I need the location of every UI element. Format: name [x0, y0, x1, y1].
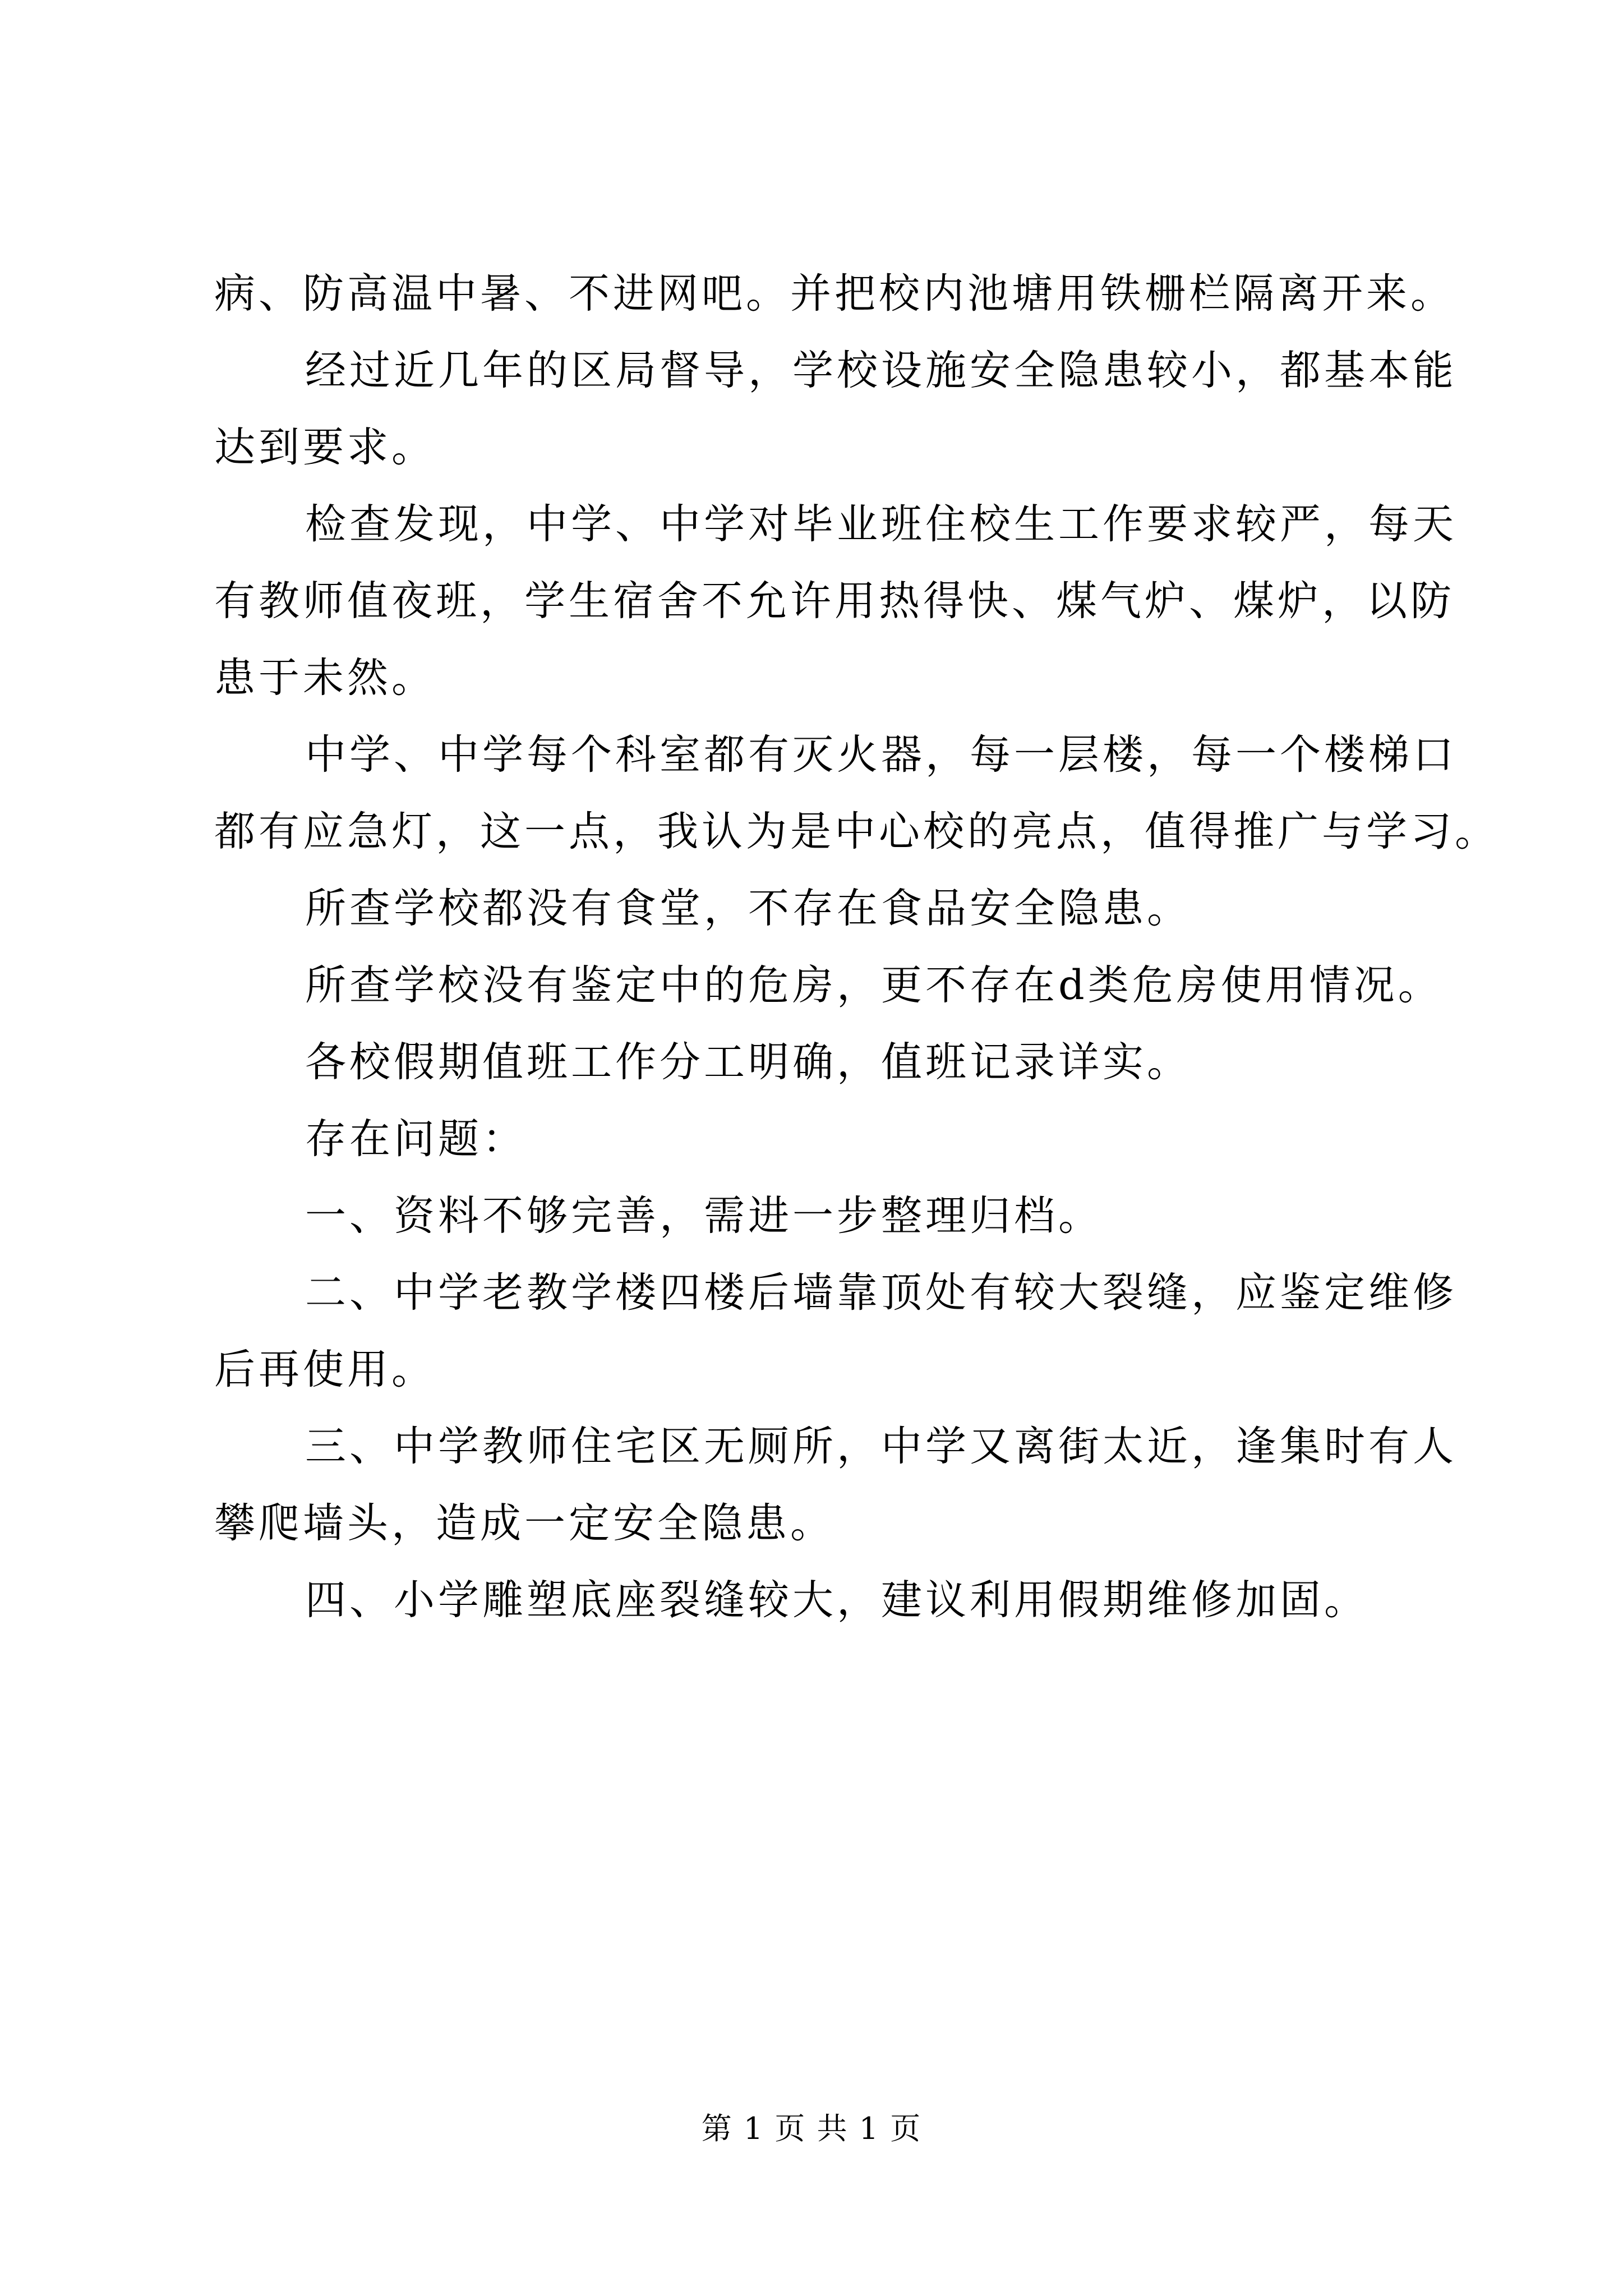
paragraph-inspection-findings — [214, 486, 1457, 716]
paragraph-line: 三、中学教师住宅区无厕所，中学又离街太近，逢集时有人 — [305, 1423, 1457, 1470]
problem-item-4 — [214, 1562, 1426, 1639]
paragraph-line: 都有应急灯，这一点，我认为是中心校的亮点，值得推广与学习。 — [214, 808, 1499, 855]
paragraph-line: 各校假期值班工作分工明确，值班记录详实。 — [305, 1038, 1191, 1086]
problem-item-2 — [214, 1254, 1457, 1408]
paragraph-line: 检查发现，中学、中学对毕业班住校生工作要求较严，每天 — [305, 500, 1457, 548]
paragraph-line: 四、小学雕塑底座裂缝较大，建议利用假期维修加固。 — [305, 1576, 1368, 1624]
paragraph-line: 所查学校没有鉴定中的危房，更不存在d类危房使用情况。 — [305, 961, 1442, 1009]
paragraph-holiday-duty — [214, 1024, 1426, 1101]
paragraph-dangerous-buildings — [214, 947, 1442, 1024]
paragraph-line: 一、资料不够完善，需进一步整理归档。 — [305, 1192, 1103, 1240]
section-heading-problems — [214, 1101, 1426, 1177]
page-footer — [0, 2109, 1623, 2148]
problem-item-3 — [214, 1408, 1457, 1562]
paragraph-line: 中学、中学每个科室都有灭火器，每一层楼，每一个楼梯口 — [305, 731, 1457, 779]
paragraph-line: 达到要求。 — [214, 424, 436, 471]
paragraph-line: 有教师值夜班，学生宿舍不允许用热得快、煤气炉、煤炉，以防 — [214, 577, 1455, 625]
problem-item-1 — [214, 1177, 1426, 1254]
paragraph-fire-equipment — [214, 716, 1499, 870]
paragraph-facility-safety — [214, 332, 1457, 486]
paragraph-continuation — [214, 255, 1455, 332]
paragraph-line: 二、中学老教学楼四楼后墙靠顶处有较大裂缝，应鉴定维修 — [305, 1269, 1457, 1317]
paragraph-line: 所查学校都没有食堂，不存在食品安全隐患。 — [305, 885, 1191, 932]
paragraph-line: 攀爬墙头，造成一定安全隐患。 — [214, 1499, 834, 1547]
paragraph-line: 病、防高温中暑、不进网吧。并把校内池塘用铁栅栏隔离开来。 — [214, 270, 1455, 318]
paragraph-line: 存在问题： — [305, 1115, 527, 1163]
paragraph-line: 患于未然。 — [214, 654, 436, 702]
paragraph-line: 经过近几年的区局督导，学校设施安全隐患较小，都基本能 — [305, 347, 1457, 394]
paragraph-line: 后再使用。 — [214, 1346, 436, 1393]
paragraph-food-safety — [214, 870, 1426, 947]
document-body — [214, 255, 1499, 1639]
page-number-label: 第 1 页 共 1 页 — [701, 2111, 922, 2146]
